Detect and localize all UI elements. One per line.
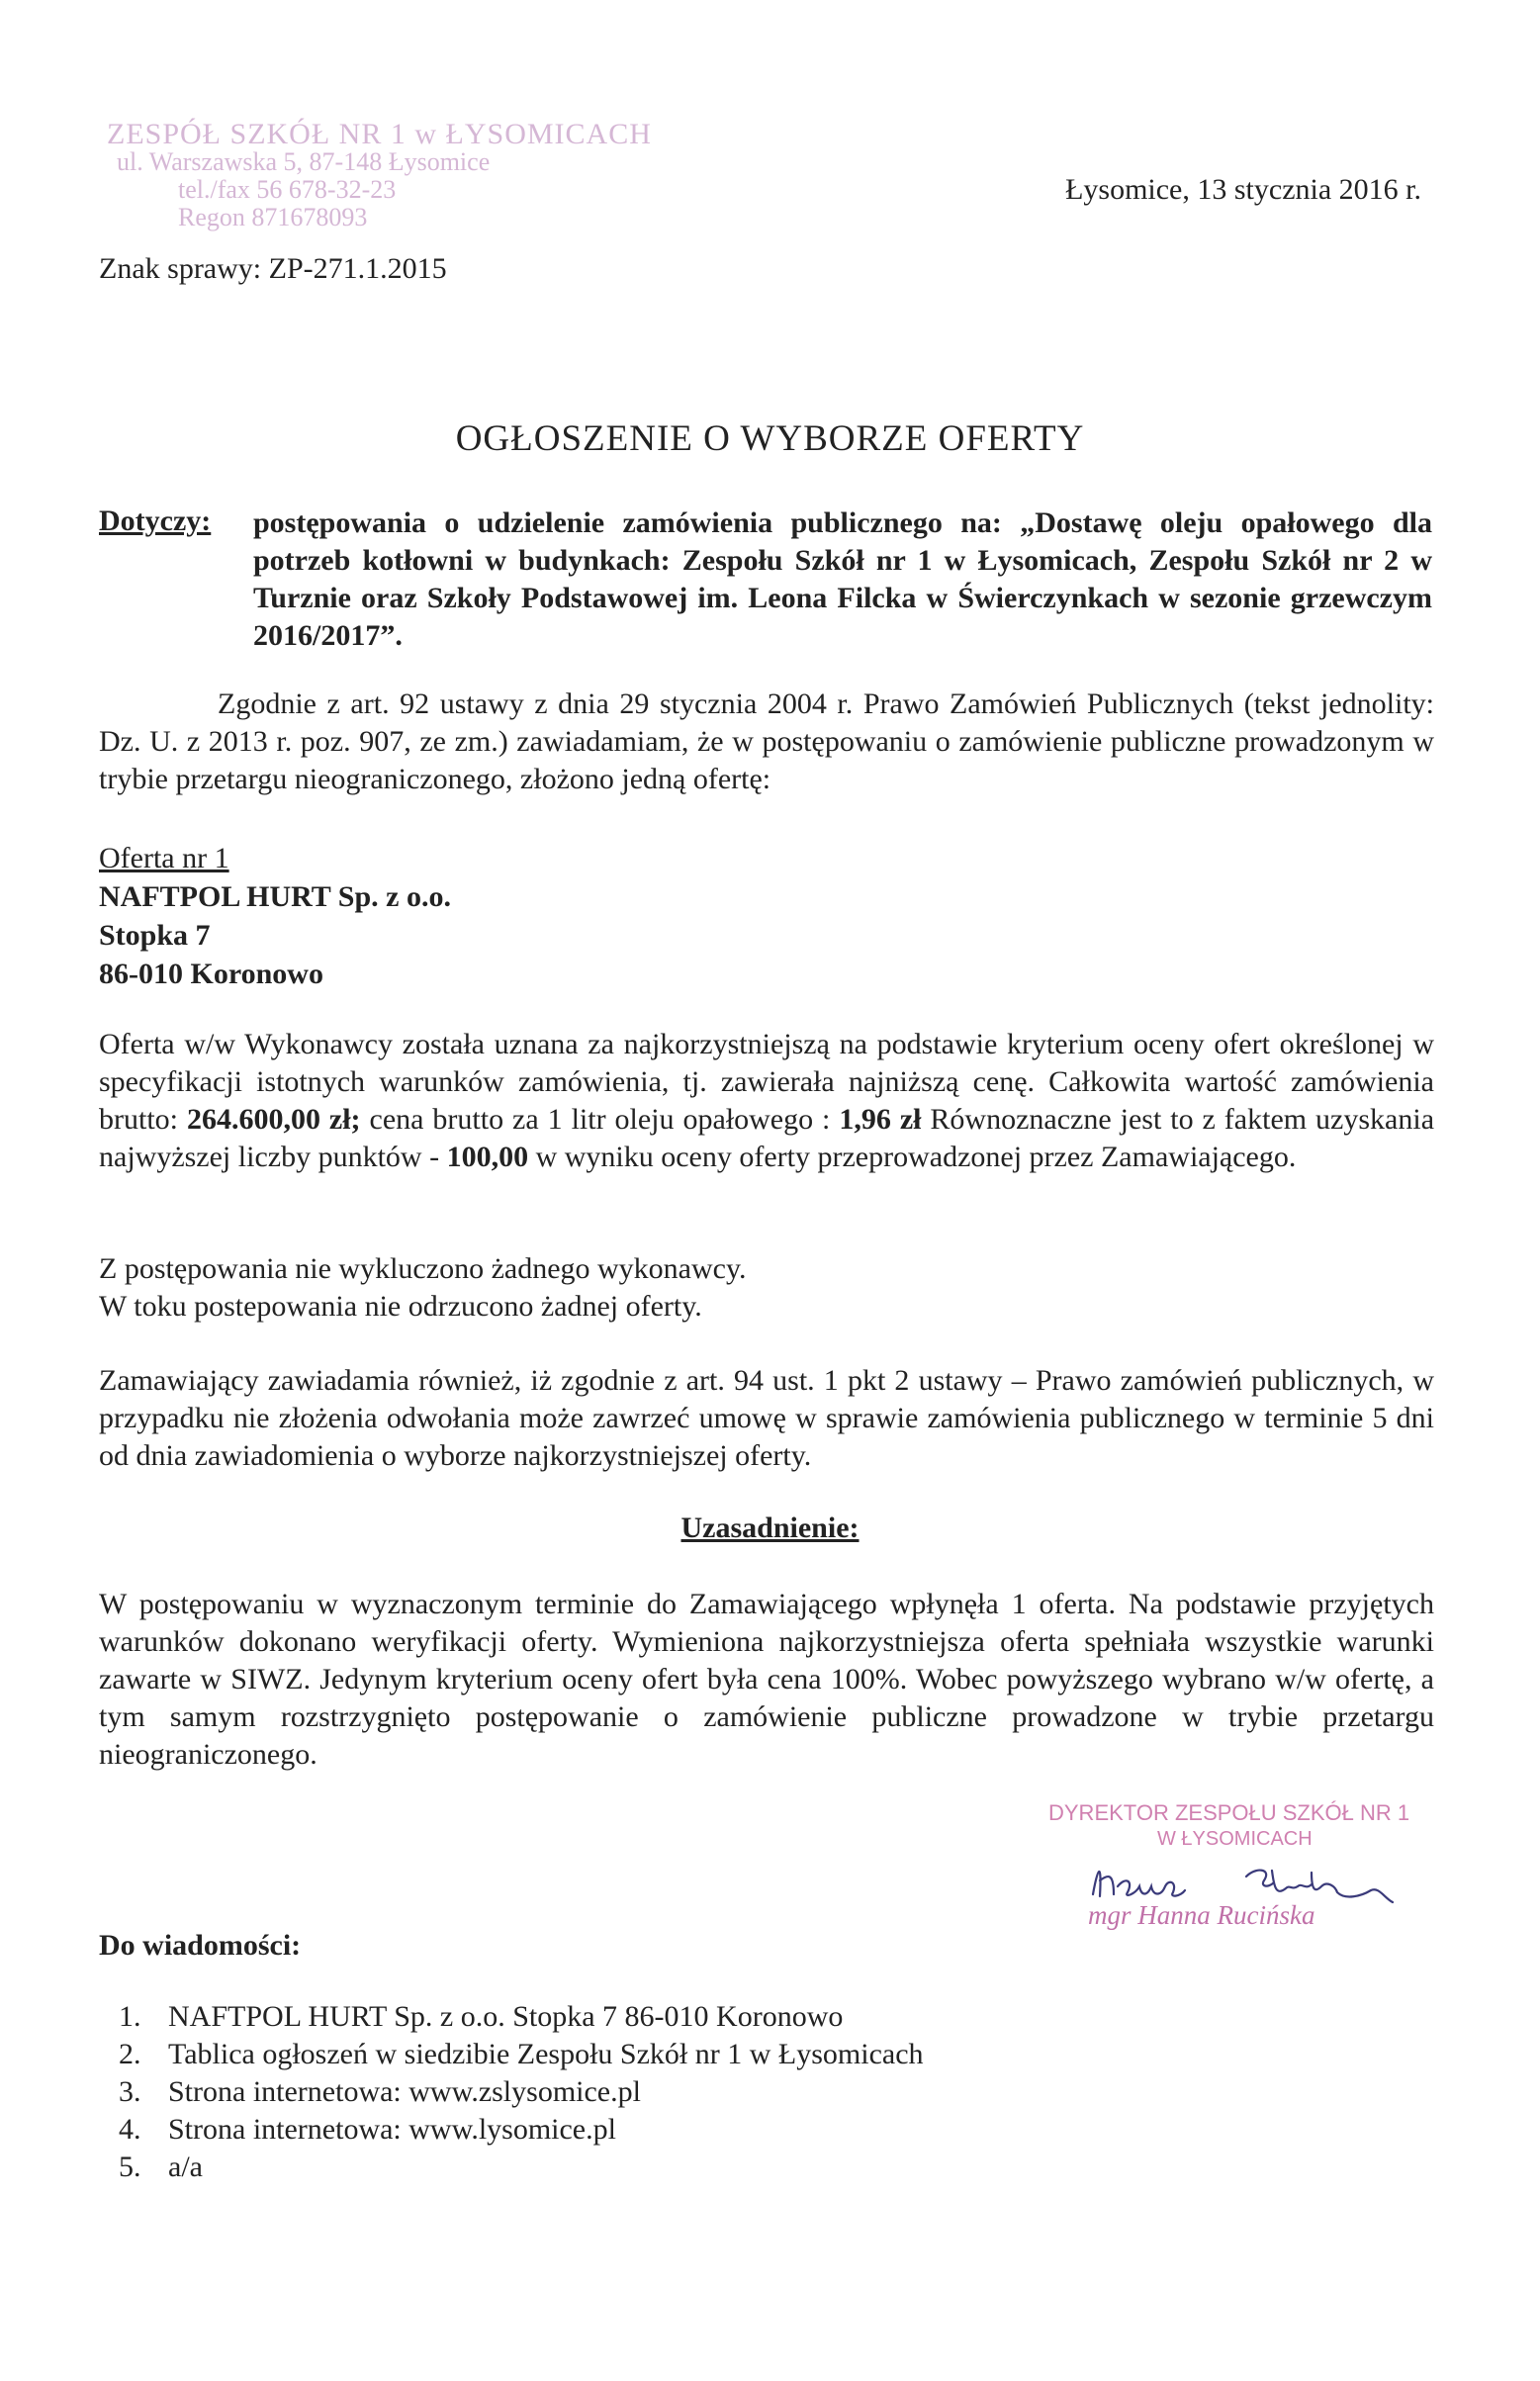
evaluation-text-1: Oferta w/w Wykonawcy została uznana za najkorzystniejszą na podstawie kryterium oceny ofert określonej w specyfikacji istotnych warunków zamówienia, tj. zawierała najniższą cenę. Całkowita wartość zamówienia brutto: (99, 1028, 1434, 1136)
intro-paragraph: Zgodnie z art. 92 ustawy z dnia 29 stycznia 2004 r. Prawo Zamówień Publicznych (tekst jednolity: Dz. U. z 2013 r. poz. 907, ze zm.) zawiadamiam, że w postępowaniu o zamówienie publiczne prowadzonym w trybie przetargu nieograniczonego, złożono jedną ofertę: (99, 687, 1434, 795)
offer-label: Oferta nr 1 (99, 842, 229, 874)
director-stamp-line-2: W ŁYSOMICACH (1157, 1828, 1313, 1850)
concerns-label: Dotyczy: (99, 504, 212, 537)
stamp-line-4: Regon 871678093 (178, 203, 368, 231)
list-item: 4. Strona internetowa: www.lysomice.pl (119, 2113, 616, 2146)
exclusions-line-1: Z postępowania nie wykluczono żadnego wykonawcy. (99, 1252, 747, 1285)
school-stamp (107, 118, 652, 231)
concerns-text: postępowania o udzielenie zamówienia publicznego na: „Dostawę oleju opałowego dla potrzeb kotłowni w budynkach: Zespołu Szkół nr 1 w Łysomicach, Zespołu Szkół nr 2 w Turznie oraz Szkoły Podstawowej im. Leona Filcka w Świerczynkach w sezonie grzewczym 2016/2017”. (253, 506, 1432, 652)
list-item: 1. NAFTPOL HURT Sp. z o.o. Stopka 7 86-010 Koronowo (119, 2000, 844, 2033)
notice-paragraph: Zamawiający zawiadamia również, iż zgodnie z art. 94 ust. 1 pkt 2 ustawy – Prawo zamówień publicznych, w przypadku nie złożenia odwołania może zawrzeć umowę w sprawie zamówienia publicznego w terminie 5 dni od dnia zawiadomienia o wyborze najkorzystniejszej oferty. (99, 1364, 1434, 1472)
director-stamp-line-1: DYREKTOR ZESPOŁU SZKÓŁ NR 1 (1048, 1800, 1410, 1825)
distribution-heading: Do wiadomości: (99, 1929, 302, 1962)
points-value: 100,00 (446, 1141, 529, 1173)
justification-paragraph: W postępowaniu w wyznaczonym terminie do Zamawiającego wpłynęła 1 oferta. Na podstawie przyjętych warunków dokonano weryfikacji oferty. Wymieniona najkorzystniejsza oferta spełniała wszystkie warunki zawarte w SIWZ. Jedynym kryterium oceny ofert była cena 100%. Wobec powyższego wybrano w/w ofertę, a tym samym rozstrzygnięto postępowanie o zamówienie publiczne prowadzone w trybie przetargu nieograniczonego. (99, 1588, 1434, 1771)
document-date: Łysomice, 13 stycznia 2016 r. (1065, 173, 1421, 206)
director-name: mgr Hanna Rucińska (1088, 1900, 1315, 1930)
list-item: 2. Tablica ogłoszeń w siedzibie Zespołu Szkół nr 1 w Łysomicach (119, 2038, 924, 2070)
stamp-line-2: ul. Warszawska 5, 87-148 Łysomice (117, 147, 491, 176)
total-value: 264.600,00 zł; (186, 1103, 361, 1136)
evaluation-text-4: w wyniku oceny oferty przeprowadzonej przez Zamawiającego. (528, 1141, 1297, 1173)
evaluation-text-3: Równoznaczne jest to z faktem uzyskania najwyższej liczby punktów - (99, 1103, 1435, 1173)
stamp-line-3: tel./fax 56 678-32-23 (178, 175, 397, 204)
list-item: 5. a/a (119, 2151, 203, 2183)
unit-price: 1,96 zł (839, 1103, 922, 1136)
evaluation-text-2: cena brutto za 1 litr oleju opałowego : (360, 1103, 840, 1136)
case-number: Znak sprawy: ZP-271.1.2015 (99, 252, 447, 285)
list-item: 3. Strona internetowa: www.zslysomice.pl (119, 2075, 641, 2108)
document-title: OGŁOSZENIE O WYBORZE OFERTY (455, 418, 1085, 459)
offer-street: Stopka 7 (99, 919, 211, 952)
offer-city: 86-010 Koronowo (99, 958, 323, 990)
exclusions-line-2: W toku postepowania nie odrzucono żadnej oferty. (99, 1290, 702, 1323)
offer-block (99, 839, 451, 993)
offer-company: NAFTPOL HURT Sp. z o.o. (99, 880, 451, 913)
signature-block (1048, 1800, 1444, 1931)
evaluation-paragraph (99, 1026, 1434, 1176)
exclusions-paragraph (99, 1250, 1434, 1326)
stamp-line-1: ZESPÓŁ SZKÓŁ NR 1 w ŁYSOMICACH (107, 118, 652, 150)
distribution-list (119, 1998, 924, 2186)
justification-heading: Uzasadnienie: (680, 1511, 860, 1544)
